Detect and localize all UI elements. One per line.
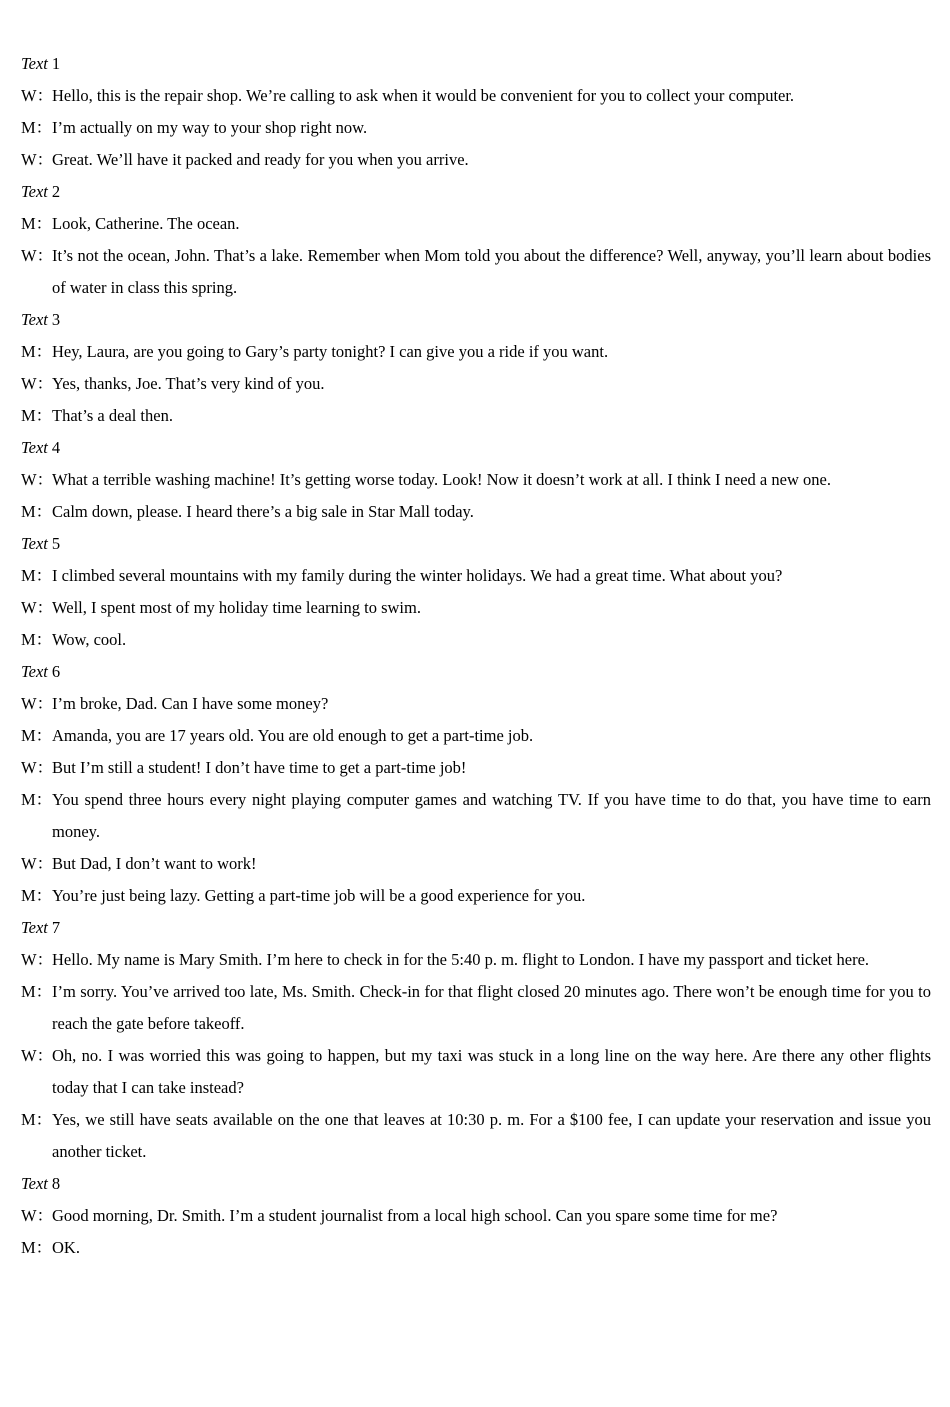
- speaker-label: W：: [21, 246, 54, 265]
- dialogue-line: [21, 336, 931, 368]
- speaker-label: W：: [21, 598, 54, 617]
- dialogue-text: Oh, no. I was worried this was going to happen, but my taxi was stuck in a long line on the way here. Are there any other flights today that I can take instead?: [52, 1046, 931, 1097]
- dialogue-line: [21, 976, 931, 1040]
- speaker-label: W：: [21, 854, 54, 873]
- speaker-label: M：: [21, 118, 53, 137]
- section-number: 3: [51, 310, 61, 329]
- dialogue-line: [21, 688, 931, 720]
- dialogue-line: [21, 560, 931, 592]
- section-number: 5: [51, 534, 61, 553]
- speaker-label: W：: [21, 150, 54, 169]
- speaker-label: M：: [21, 214, 53, 233]
- section-heading-label: Text: [21, 534, 48, 553]
- section-number: 4: [51, 438, 61, 457]
- dialogue-text: Hello, this is the repair shop. We’re calling to ask when it would be convenient for you to collect your computer.: [52, 86, 795, 105]
- dialogue-text: Wow, cool.: [52, 630, 127, 649]
- dialogue-text: I climbed several mountains with my family during the winter holidays. We had a great time. What about you?: [52, 566, 783, 585]
- dialogue-line: [21, 944, 931, 976]
- dialogue-line: [21, 368, 931, 400]
- dialogue-line: [21, 624, 931, 656]
- section-heading-label: Text: [21, 1174, 48, 1193]
- dialogue-line: [21, 240, 931, 304]
- section-heading-label: Text: [21, 438, 48, 457]
- section-number: 2: [51, 182, 61, 201]
- dialogue-line: [21, 848, 931, 880]
- speaker-label: W：: [21, 86, 54, 105]
- dialogue-text: Calm down, please. I heard there’s a big sale in Star Mall today.: [52, 502, 474, 521]
- section-heading: [21, 48, 931, 80]
- section-number: 7: [51, 918, 61, 937]
- dialogue-line: [21, 208, 931, 240]
- section-number: 1: [51, 54, 61, 73]
- section-heading-label: Text: [21, 918, 48, 937]
- dialogue-text: Yes, we still have seats available on the one that leaves at 10:30 p. m. For a $100 fee, I can update your reservation and issue you another ticket.: [52, 1110, 931, 1161]
- dialogue-line: [21, 144, 931, 176]
- dialogue-text: I’m broke, Dad. Can I have some money?: [52, 694, 329, 713]
- dialogue-text: I’m sorry. You’ve arrived too late, Ms. Smith. Check-in for that flight closed 20 minutes ago. There won’t be enough time for you to reach the gate before takeoff.: [52, 982, 931, 1033]
- dialogue-line: [21, 592, 931, 624]
- dialogue-line: [21, 496, 931, 528]
- dialogue-text: But I’m still a student! I don’t have time to get a part-time job!: [52, 758, 467, 777]
- section-heading: [21, 528, 931, 560]
- dialogue-text: Yes, thanks, Joe. That’s very kind of you.: [52, 374, 325, 393]
- section-heading: [21, 656, 931, 688]
- section-heading: [21, 304, 931, 336]
- section-number: 8: [51, 1174, 61, 1193]
- dialogue-line: [21, 112, 931, 144]
- speaker-label: W：: [21, 470, 54, 489]
- section-number: 6: [51, 662, 61, 681]
- listening-transcript: [21, 48, 931, 1264]
- dialogue-text: Amanda, you are 17 years old. You are old enough to get a part-time job.: [52, 726, 534, 745]
- section-heading-label: Text: [21, 182, 48, 201]
- speaker-label: M：: [21, 982, 53, 1001]
- section-heading: [21, 912, 931, 944]
- speaker-label: W：: [21, 694, 54, 713]
- dialogue-text: OK.: [52, 1238, 80, 1257]
- dialogue-text: You’re just being lazy. Getting a part-time job will be a good experience for you.: [52, 886, 586, 905]
- section-heading-label: Text: [21, 310, 48, 329]
- speaker-label: M：: [21, 566, 53, 585]
- dialogue-line: [21, 752, 931, 784]
- dialogue-text: What a terrible washing machine! It’s getting worse today. Look! Now it doesn’t work at all. I think I need a new one.: [52, 470, 831, 489]
- section-heading-label: Text: [21, 54, 48, 73]
- speaker-label: M：: [21, 1110, 53, 1129]
- dialogue-text: Good morning, Dr. Smith. I’m a student journalist from a local high school. Can you spare some time for me?: [52, 1206, 778, 1225]
- dialogue-line: [21, 400, 931, 432]
- speaker-label: M：: [21, 406, 53, 425]
- section-heading: [21, 432, 931, 464]
- section-heading-label: Text: [21, 662, 48, 681]
- dialogue-text: It’s not the ocean, John. That’s a lake. Remember when Mom told you about the difference? Well, anyway, you’ll learn about bodies of water in class this spring.: [52, 246, 931, 297]
- speaker-label: W：: [21, 1206, 54, 1225]
- dialogue-line: [21, 1104, 931, 1168]
- speaker-label: W：: [21, 758, 54, 777]
- dialogue-text: Look, Catherine. The ocean.: [52, 214, 240, 233]
- speaker-label: W：: [21, 1046, 54, 1065]
- dialogue-line: [21, 784, 931, 848]
- dialogue-text: That’s a deal then.: [52, 406, 173, 425]
- speaker-label: M：: [21, 886, 53, 905]
- dialogue-line: [21, 1040, 931, 1104]
- section-heading: [21, 176, 931, 208]
- dialogue-line: [21, 1200, 931, 1232]
- section-heading: [21, 1168, 931, 1200]
- speaker-label: M：: [21, 790, 53, 809]
- dialogue-text: You spend three hours every night playing computer games and watching TV. If you have time to do that, you have time to earn money.: [52, 790, 931, 841]
- dialogue-line: [21, 80, 931, 112]
- speaker-label: W：: [21, 950, 54, 969]
- dialogue-line: [21, 720, 931, 752]
- dialogue-text: I’m actually on my way to your shop right now.: [52, 118, 368, 137]
- speaker-label: W：: [21, 374, 54, 393]
- speaker-label: M：: [21, 726, 53, 745]
- dialogue-text: Hey, Laura, are you going to Gary’s party tonight? I can give you a ride if you want.: [52, 342, 609, 361]
- dialogue-text: Great. We’ll have it packed and ready for you when you arrive.: [52, 150, 469, 169]
- speaker-label: M：: [21, 342, 53, 361]
- dialogue-line: [21, 1232, 931, 1264]
- speaker-label: M：: [21, 1238, 53, 1257]
- speaker-label: M：: [21, 502, 53, 521]
- dialogue-line: [21, 880, 931, 912]
- dialogue-text: Well, I spent most of my holiday time learning to swim.: [52, 598, 421, 617]
- dialogue-line: [21, 464, 931, 496]
- speaker-label: M：: [21, 630, 53, 649]
- dialogue-text: But Dad, I don’t want to work!: [52, 854, 257, 873]
- dialogue-text: Hello. My name is Mary Smith. I’m here to check in for the 5:40 p. m. flight to London. I have my passport and ticket here.: [52, 950, 870, 969]
